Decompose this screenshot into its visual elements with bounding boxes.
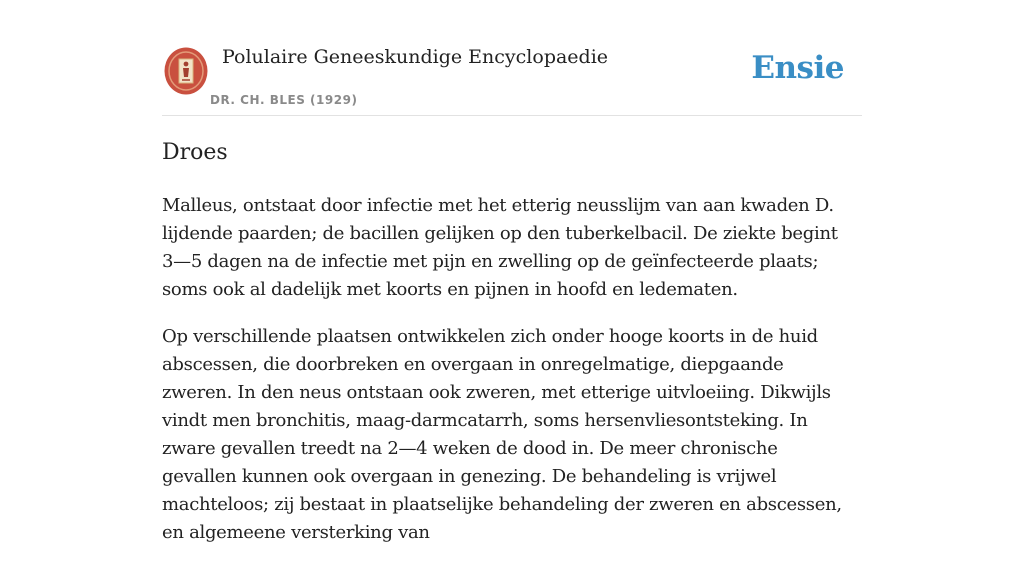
paragraph: Op verschillende plaatsen ontwikkelen zich onder hooge koorts in de huid abscessen, die doorbreken en overgaan in onregelmatige, diepgaande zweren. In den neus ontstaan ook zweren, met etterige uitvloeiing. Dikwijls vindt men bronchitis, maag-darmcatarrh, soms hersenvliesontsteking. In zware gevallen treedt na 2—4 weken de dood in. De meer chronische gevallen kunnen ook overgaan in genezing. De behandeling is vrijwel machteloos; zij bestaat in plaatselijke behandeling der zweren en abscessen, en algemeene versterking van xyxy=(162,326,842,543)
book-title[interactable]: Polulaire Geneeskundige Encyclopaedie xyxy=(222,46,609,68)
entry-title: Droes xyxy=(162,140,228,165)
book-cover-emblem-icon[interactable] xyxy=(164,47,208,95)
author-label: DR. CH. BLES (1929) xyxy=(210,93,358,107)
entry-content xyxy=(162,192,852,566)
header xyxy=(162,40,862,116)
ensie-logo-link[interactable]: Ensie xyxy=(751,50,844,86)
paragraph: Malleus, ontstaat door infectie met het etterig neusslijm van aan kwaden D. lijdende paarden; de bacillen gelijken op den tuberkelbacil. De ziekte begint 3—5 dagen na de infectie met pijn en zwelling op de geïnfecteerde plaats; soms ook al dadelijk met koorts en pijnen in hoofd en ledematen. xyxy=(162,195,838,300)
